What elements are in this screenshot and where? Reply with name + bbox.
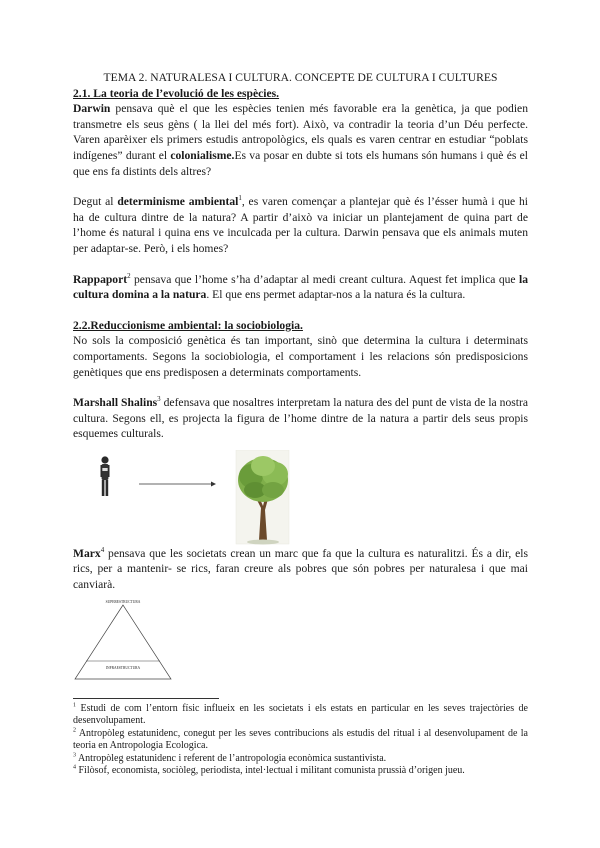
footnote-number: 3 [73, 752, 76, 759]
figure-pyramid [73, 599, 528, 687]
footnote-ref-3[interactable]: 3 [157, 395, 161, 404]
paragraph-text: pensava que les societats crean un marc que fa que la cultura es naturalitzi. És a dir, els rics, per a mantenir- se rics, faran creure als pobres que són pobres per naturalesa i que mai canviarà. [73, 546, 528, 592]
section-heading-sociobiologia: 2.2.Reduccionisme ambiental: la sociobiologia. [73, 318, 303, 332]
document-title: TEMA 2. NATURALESA I CULTURA. CONCEPTE DE CULTURA I CULTURES [103, 71, 498, 84]
man-icon [101, 456, 110, 496]
paragraph-rappaport [73, 272, 528, 303]
footnote-number: 2 [73, 727, 76, 734]
paragraph-text: Degut al [73, 195, 118, 209]
footnote-text: Antropòleg estatunidenc, conegut per les seves contribucions als estudis del ritual i al desenvolupament de la teoria en Antropologia Ecologica. [73, 727, 528, 752]
paragraph-text: defensava que nosaltres interpretam la natura des del punt de vista de la nostra cultura. Segons ell, es projecta la figura de l’home dintre de la natura a partir dels seus propis esquemes culturals. [73, 396, 529, 441]
paragraph-shalins [73, 395, 528, 442]
pyramid-diagram [73, 599, 528, 687]
term-rappaport: Rappaport [73, 272, 128, 286]
arrow-icon [139, 481, 216, 486]
document-page [73, 70, 528, 687]
term-colonialisme: colonialisme. [170, 148, 235, 162]
paragraph-sociobiologia: No sols la composició genètica és tan important, sinò que determina la cultura i determinats comportaments. Segons la sociobiologia, el comportament i les relacions són predisposicions genètiques que ens predisposen a determinats comportaments. [73, 334, 528, 379]
paragraph-text: , es varen començar a plantejar què és l’ésser humà i que hi ha de cultura dintre de la natura? A partir d’això va iniciar un plantejament de quina part de l’home és natural i quina ens ve inculcada per la cultura. Darwin pensava que els animals muten per adaptar-se. Però, i els homes? [73, 195, 529, 255]
term-shalins: Marshall Shalins [73, 396, 158, 410]
footnote-4 [73, 765, 528, 777]
paragraph-text: . El que ens permet adaptar-nos a la natura és la cultura. [206, 288, 466, 302]
footnote-text: Estudi de com l’entorn físic influeix en les societats i els estats en particular en les seves trajectòries de desenvolupament. [73, 703, 528, 727]
paragraph-text: pensava que l’home s’ha d’adaptar al medi creant cultura. Aquest fet implica que [130, 272, 519, 286]
pyramid-top-label: SUPERESTRUCTURA [105, 599, 141, 604]
pyramid-bottom-label: INFRAESTRUCTURA [105, 665, 141, 670]
term-cultura-domina: la cultura domina a la natura [73, 272, 528, 302]
footnote-ref-2[interactable]: 2 [127, 271, 131, 280]
paragraph-marx [73, 546, 528, 593]
footnote-text: Antropòleg estatunidenc i referent de l’antropologia econòmica sustantivista. [76, 752, 387, 764]
footnotes [73, 698, 528, 777]
term-darwin: Darwin [73, 102, 111, 116]
section-heading-evolution: 2.1. La teoria de l’evolució de les espècies. [73, 86, 280, 100]
paragraph-text: Es va posar en dubte si tots els humans són humans i què és el que ens fa distints dels altres? [73, 148, 528, 178]
term-marx: Marx [73, 546, 101, 560]
tree-icon [236, 450, 289, 545]
figure-man-tree [73, 450, 528, 546]
footnote-number: 4 [73, 764, 76, 771]
paragraph-text: pensava què el que les espècies tenien més favorable era la genètica, ja que podien transmetre els seus gèns ( la llei del més fort). Això, va contradir la teoria d’un Déu perfecte. Varen aparèixer els primers estudis antropològics, els quals es varen centrar en estudiar “poblats indígenes” durant el [73, 102, 528, 162]
term-determinisme: determinisme ambiental [117, 195, 239, 209]
footnote-2 [73, 728, 528, 753]
paragraph-determinisme [73, 194, 528, 256]
man-tree-illustration [73, 450, 528, 546]
footnote-ref-4[interactable]: 4 [100, 546, 105, 555]
paragraph-darwin [73, 101, 528, 179]
footnote-1 [73, 703, 528, 728]
footnote-ref-1[interactable]: 1 [238, 194, 242, 203]
footnote-text: Filòsof, economista, sociòleg, periodista, intel·lectual i militant comunista prussià d’origen jueu. [76, 765, 465, 777]
footnote-number: 1 [73, 702, 76, 709]
footnote-3 [73, 753, 528, 765]
footnote-rule [73, 698, 219, 699]
